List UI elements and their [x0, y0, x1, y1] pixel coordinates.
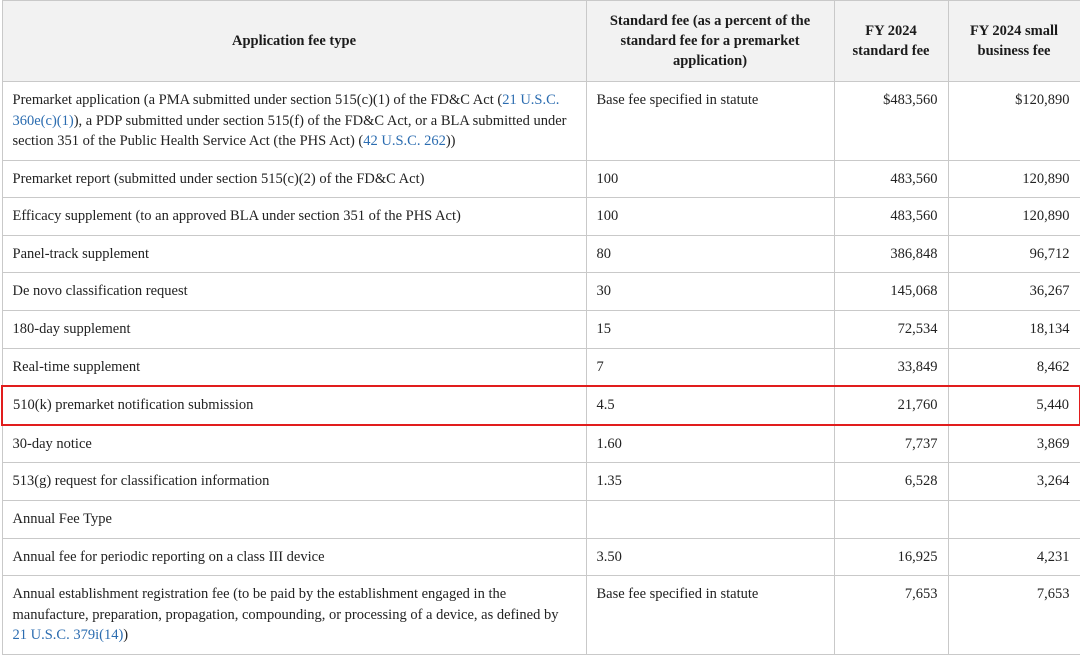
cell-standard-fee-percent	[586, 500, 834, 538]
cell-fy2024-small-business-fee: 7,653	[948, 576, 1080, 655]
table-header	[2, 1, 1080, 82]
fee-type-text: Annual establishment registration fee (to be paid by the establishment engaged in the manufacture, preparation, propagation, compounding, or processing of a device, as defined by	[12, 586, 559, 623]
cell-fy2024-standard-fee: 72,534	[834, 311, 948, 349]
cell-standard-fee-percent: 100	[586, 198, 834, 236]
cell-fy2024-standard-fee: 7,737	[834, 425, 948, 463]
cell-application-fee-type	[2, 198, 586, 236]
cell-application-fee-type	[2, 348, 586, 386]
cell-fy2024-small-business-fee: 3,869	[948, 425, 1080, 463]
table-header-row	[2, 1, 1080, 82]
cell-fy2024-standard-fee: 386,848	[834, 235, 948, 273]
cell-standard-fee-percent: 15	[586, 311, 834, 349]
cell-fy2024-standard-fee: 145,068	[834, 273, 948, 311]
fee-type-text: 30-day notice	[12, 435, 92, 452]
cell-fy2024-small-business-fee: 8,462	[948, 348, 1080, 386]
cell-standard-fee-percent: Base fee specified in statute	[586, 576, 834, 655]
cell-fy2024-small-business-fee: 120,890	[948, 160, 1080, 198]
cell-application-fee-type	[2, 538, 586, 576]
cell-standard-fee-percent: 7	[586, 348, 834, 386]
table-row	[2, 463, 1080, 501]
cell-standard-fee-percent: 4.5	[586, 386, 834, 425]
cell-standard-fee-percent: 3.50	[586, 538, 834, 576]
cell-fy2024-small-business-fee	[948, 500, 1080, 538]
cell-fy2024-small-business-fee: 5,440	[948, 386, 1080, 425]
fee-type-text: Premarket application (a PMA submitted under section 515(c)(1) of the FD&C Act (	[12, 92, 503, 108]
fee-type-text: Premarket report (submitted under section 515(c)(2) of the FD&C Act)	[12, 170, 425, 187]
cell-fy2024-standard-fee	[834, 500, 948, 538]
fee-schedule-table	[1, 0, 1080, 655]
citation-link[interactable]: 21 U.S.C. 379i(14)	[12, 627, 124, 644]
table-row	[2, 235, 1080, 273]
fee-type-text: Annual Fee Type	[12, 510, 112, 527]
cell-application-fee-type	[2, 160, 586, 198]
table-row	[2, 500, 1080, 538]
table-row	[2, 538, 1080, 576]
table-row	[2, 348, 1080, 386]
table-row	[2, 273, 1080, 311]
column-header-fy2024-small-business-fee: FY 2024 small business fee	[948, 1, 1080, 82]
cell-application-fee-type	[2, 235, 586, 273]
fee-type-text: 180-day supplement	[12, 321, 131, 338]
fee-type-text: ))	[445, 133, 456, 150]
cell-application-fee-type	[2, 576, 586, 655]
column-header-fy2024-standard-fee: FY 2024 standard fee	[834, 1, 948, 82]
cell-fy2024-small-business-fee: $120,890	[948, 82, 1080, 161]
cell-application-fee-type	[2, 82, 586, 161]
cell-fy2024-standard-fee: 483,560	[834, 160, 948, 198]
cell-standard-fee-percent: 80	[586, 235, 834, 273]
column-header-application-fee-type: Application fee type	[2, 1, 586, 82]
cell-standard-fee-percent: 1.60	[586, 425, 834, 463]
table-row	[2, 576, 1080, 655]
fee-type-text: 510(k) premarket notification submission	[13, 397, 254, 414]
fee-type-text: De novo classification request	[12, 283, 188, 300]
fee-type-text: 513(g) request for classification information	[12, 473, 270, 490]
column-header-standard-fee-percent: Standard fee (as a percent of the standard fee for a premarket application)	[586, 1, 834, 82]
cell-application-fee-type	[2, 273, 586, 311]
cell-fy2024-small-business-fee: 36,267	[948, 273, 1080, 311]
table-row	[2, 386, 1080, 425]
cell-fy2024-small-business-fee: 18,134	[948, 311, 1080, 349]
cell-fy2024-standard-fee: $483,560	[834, 82, 948, 161]
table-row	[2, 160, 1080, 198]
cell-application-fee-type	[2, 500, 586, 538]
citation-link[interactable]: 42 U.S.C. 262	[363, 133, 446, 150]
table-row	[2, 425, 1080, 463]
cell-fy2024-standard-fee: 7,653	[834, 576, 948, 655]
cell-fy2024-standard-fee: 21,760	[834, 386, 948, 425]
cell-standard-fee-percent: 100	[586, 160, 834, 198]
cell-application-fee-type	[2, 425, 586, 463]
cell-fy2024-small-business-fee: 3,264	[948, 463, 1080, 501]
cell-fy2024-standard-fee: 33,849	[834, 348, 948, 386]
fee-type-text: Panel-track supplement	[12, 245, 149, 262]
cell-fy2024-standard-fee: 16,925	[834, 538, 948, 576]
citation-link[interactable]: 21 U.S.C. 360e(c)(1)	[12, 92, 560, 129]
table-row	[2, 311, 1080, 349]
cell-application-fee-type	[2, 386, 586, 425]
fee-type-text: Real-time supplement	[12, 358, 141, 375]
table-body	[2, 82, 1080, 655]
cell-standard-fee-percent: 1.35	[586, 463, 834, 501]
table-row	[2, 198, 1080, 236]
cell-fy2024-standard-fee: 6,528	[834, 463, 948, 501]
cell-fy2024-small-business-fee: 120,890	[948, 198, 1080, 236]
cell-application-fee-type	[2, 311, 586, 349]
fee-type-text: ), a PDP submitted under section 515(f) of the FD&C Act, or a BLA submitted under section 351 of the Public Health Service Act (the PHS Act) (	[12, 112, 567, 150]
cell-fy2024-small-business-fee: 96,712	[948, 235, 1080, 273]
cell-fy2024-standard-fee: 483,560	[834, 198, 948, 236]
fee-type-text: Efficacy supplement (to an approved BLA under section 351 of the PHS Act)	[12, 208, 461, 225]
fee-type-text: Annual fee for periodic reporting on a class III device	[12, 548, 325, 565]
cell-application-fee-type	[2, 463, 586, 501]
cell-standard-fee-percent: 30	[586, 273, 834, 311]
table-row	[2, 82, 1080, 161]
cell-standard-fee-percent: Base fee specified in statute	[586, 82, 834, 161]
cell-fy2024-small-business-fee: 4,231	[948, 538, 1080, 576]
fee-type-text: )	[123, 627, 129, 644]
